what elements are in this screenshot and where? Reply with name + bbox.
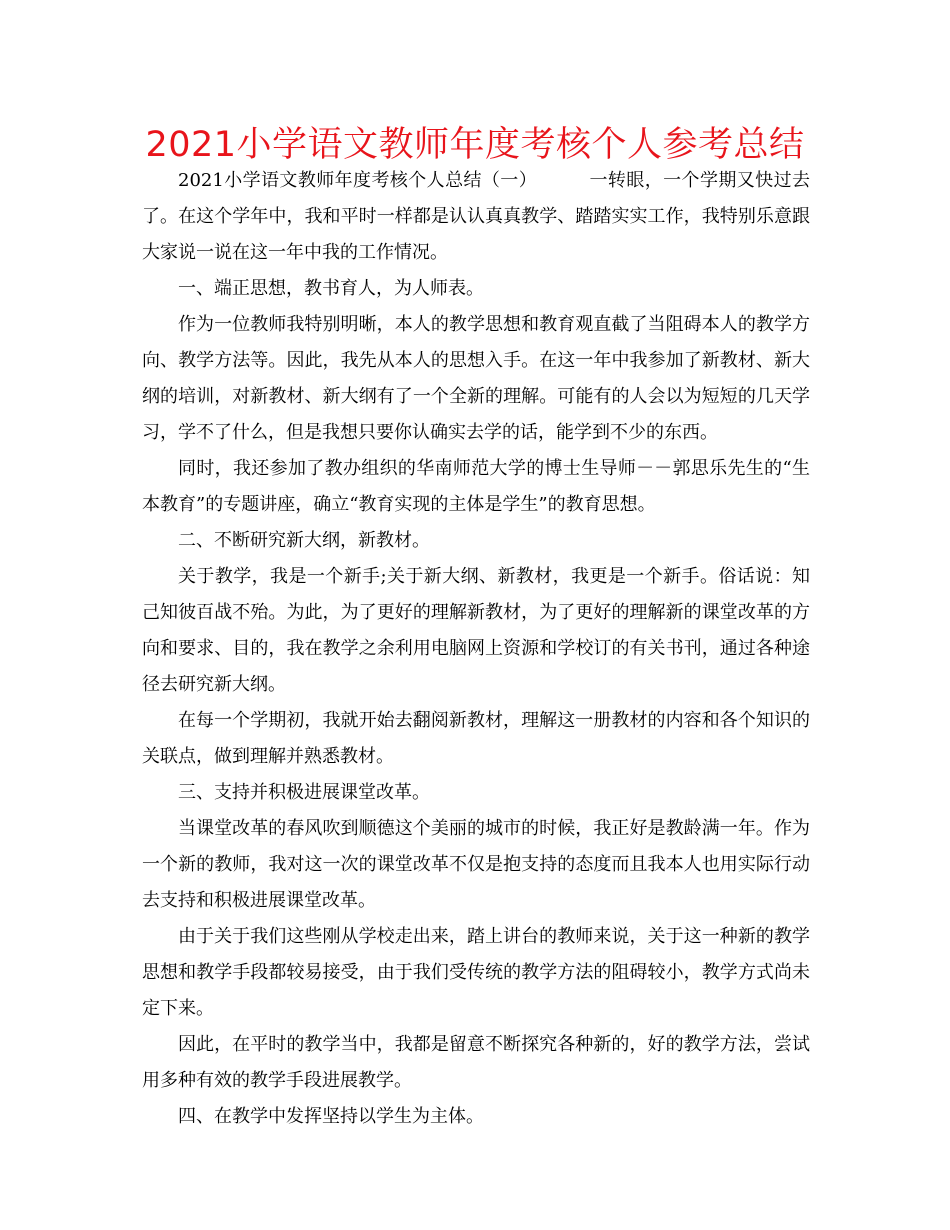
- section-heading-2: 二、不断研究新大纲，新教材。: [178, 530, 430, 551]
- section-heading-4: 四、在教学中发挥坚持以学生为主体。: [178, 1106, 484, 1127]
- document-body: [142, 163, 810, 1135]
- intro-paragraph: [142, 163, 810, 271]
- document-title: 2021小学语文教师年度考核个人参考总结: [145, 125, 805, 165]
- intro-heading: 2021小学语文教师年度考核个人总结（一）: [178, 170, 538, 191]
- section-heading-1: 一、端正思想，教书育人，为人师表。: [178, 278, 484, 299]
- body-paragraph: 由于关于我们这些刚从学校走出来，踏上讲台的教师来说，关于这一种新的教学思想和教学手段都较易接受，由于我们受传统的教学方法的阻碍较小，教学方式尚未定下来。: [142, 926, 810, 1019]
- section-heading-3: 三、支持并积极进展课堂改革。: [178, 782, 430, 803]
- intro-text: 一转眼，一个学期又快过去了。在这个学年中，我和平时一样都是认认真真教学、踏踏实实工作，我特别乐意跟大家说一说在这一年中我的工作情况。: [142, 170, 810, 263]
- body-paragraph: 作为一位教师我特别明晰，本人的教学思想和教育观直截了当阻碍本人的教学方向、教学方法等。因此，我先从本人的思想入手。在这一年中我参加了新教材、新大纲的培训，对新教材、新大纲有了一个全新的理解。可能有的人会以为短短的几天学习，学不了什么，但是我想只要你认确实去学的话，能学到不少的东西。: [142, 314, 810, 443]
- body-paragraph: 因此，在平时的教学当中，我都是留意不断探究各种新的，好的教学方法，尝试用多种有效的教学手段进展教学。: [142, 1034, 810, 1091]
- body-paragraph: 同时，我还参加了教办组织的华南师范大学的博士生导师－－郭思乐先生的“生本教育”的专题讲座，确立“教育实现的主体是学生”的教育思想。: [142, 458, 810, 515]
- body-paragraph: 关于教学，我是一个新手;关于新大纲、新教材，我更是一个新手。俗话说：知己知彼百战不殆。为此，为了更好的理解新教材，为了更好的理解新的课堂改革的方向和要求、目的，我在教学之余利用电脑网上资源和学校订的有关书刊，通过各种途径去研究新大纲。: [142, 566, 810, 695]
- body-paragraph: 在每一个学期初，我就开始去翻阅新教材，理解这一册教材的内容和各个知识的关联点，做到理解并熟悉教材。: [142, 710, 810, 767]
- body-paragraph: 当课堂改革的春风吹到顺德这个美丽的城市的时候，我正好是教龄满一年。作为一个新的教师，我对这一次的课堂改革不仅是抱支持的态度而且我本人也用实际行动去支持和积极进展课堂改革。: [142, 818, 810, 911]
